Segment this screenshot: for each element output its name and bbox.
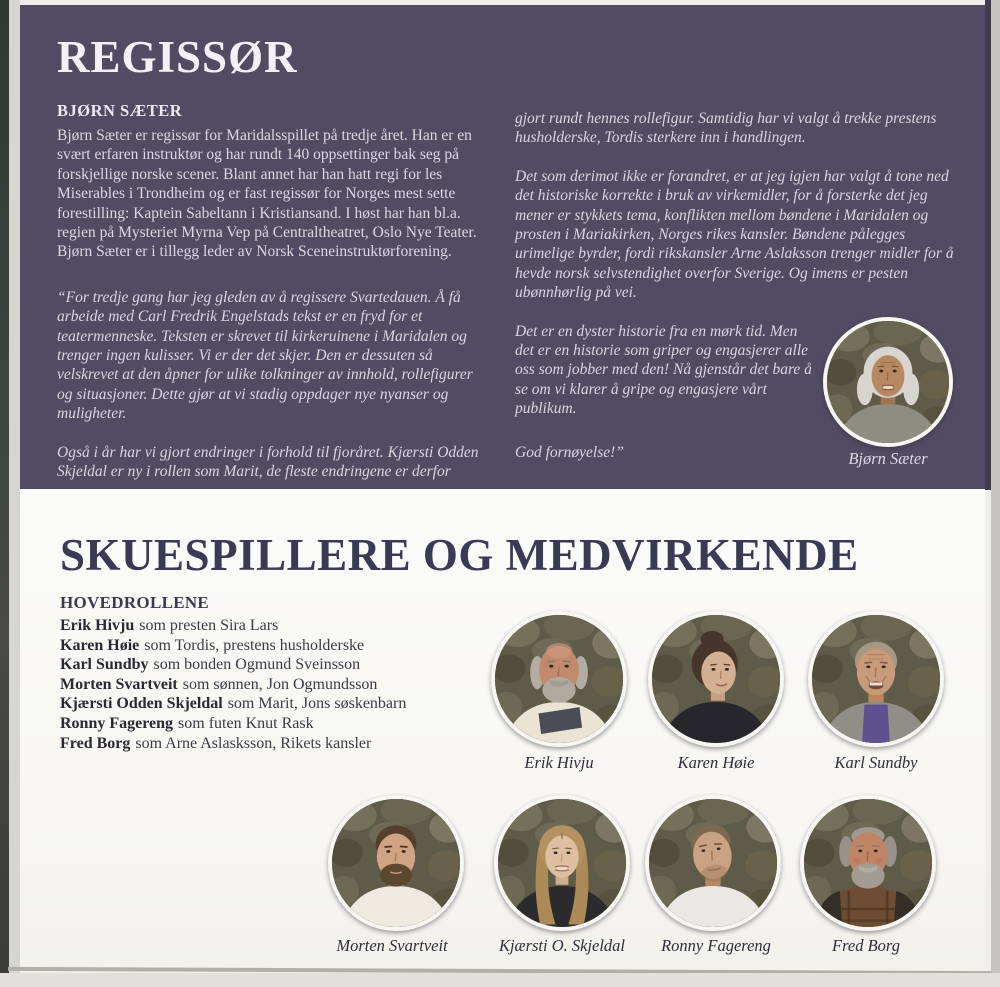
director-bio-paragraph: Bjørn Sæter er regissør for Maridalsspillet på tredje året. Han er en svært erfaren instruktør og har rundt 140 oppsettinger bak seg på forskjellige norske scener. Blant annet har han hatt regi for les Miserables i Trondheim og er fast regissør for Norges mest sette forestilling: Kaptein Sabeltann i Kristiansand. I høst har han bl.a. regien på Mysteriet Myrna Vep på Centraltheatret, Oslo Nye Teater. Bjørn Sæter er i tillegg leder av Norsk Sceneinstruktørforening. bbox=[57, 127, 477, 261]
photo-caption-karl-sundby: Karl Sundby bbox=[834, 753, 918, 772]
cast-row: Karen Høie som Tordis, prestens husholderske bbox=[60, 636, 365, 654]
photo-caption-morten-svartveit: Morten Svartveit bbox=[336, 936, 448, 955]
cast-row: Morten Svartveit som sønnen, Jon Ogmundsson bbox=[60, 675, 378, 693]
director-section bbox=[20, 5, 985, 489]
cast-row: Ronny Fagereng som futen Knut Rask bbox=[60, 714, 314, 732]
section-title-cast: SKUESPILLERE OG MEDVIRKENDE bbox=[60, 530, 859, 580]
portrait-photo-fred-borg bbox=[800, 795, 936, 931]
cast-row: Kjærsti Odden Skjeldal som Marit, Jons søskenbarn bbox=[60, 695, 407, 713]
portrait-photo-kjaersti-skjeldal bbox=[494, 795, 630, 931]
photo-caption-ronny-fagereng: Ronny Fagereng bbox=[661, 936, 771, 955]
photo-caption-erik-hivju: Erik Hivju bbox=[524, 753, 594, 772]
scan-edge-left-dark bbox=[0, 0, 9, 987]
portrait-photo-morten-svartveit bbox=[328, 795, 464, 931]
quote-paragraph-6: God fornøyelse!” bbox=[515, 443, 624, 461]
photo-caption-karen-hoie: Karen Høie bbox=[677, 753, 755, 772]
portrait-photo-erik-hivju bbox=[491, 611, 627, 747]
quote-paragraph-4: Det som derimot ikke er forandret, er at jeg igjen har valgt å tone ned det historiske korrekte i bruk av virkemidler, for å forsterke det jeg mener er stykkets tema, konflikten mellom bøndene i Maridalen og prosten i Mariakirken, Norges rikes kansler. Bøndene pålegges urimelige byrder, fordi rikskansler Arne Aslaksson trenger midler for å hevde norsk selvstendighet overfor Sverige. Og imens er pesten ubønnhørlig på vei. bbox=[515, 167, 954, 302]
portrait-photo-karl-sundby bbox=[808, 611, 944, 747]
scan-edge-right-light bbox=[991, 0, 1000, 987]
main-roles-heading: HOVEDROLLENE bbox=[60, 593, 210, 612]
cast-list bbox=[60, 616, 406, 753]
quote-paragraph-1: “For tredje gang har jeg gleden av å regissere Svartedauen. Å få arbeide med Carl Fredrik Engelstads tekst er en fryd for et teatermenneske. Teksten er skrevet til kirkeruinene i Maridalen og trenger ingen kulisser. Vi er der det skjer. Den er dessuten så velskrevet at den åpner for ulike tolkninger av innhold, rollefigurer og situasjoner. Dette gjør at vi stadig oppdager nye nyanser og muligheter. bbox=[57, 288, 473, 423]
quote-paragraph-5: Det er en dyster historie fra en mørk tid. Men det er en historie som griper og engasjerer alle oss som jobber med den! Nå gjenstår det bare å se om vi klarer å gripe og engasjere vårt publikum. bbox=[515, 322, 812, 418]
quote-paragraph-3: gjort rundt hennes rollefigur. Samtidig har vi valgt å trekke prestens husholderske, Tordis sterkere inn i handlingen. bbox=[515, 110, 937, 147]
director-left-column bbox=[57, 101, 490, 482]
portrait-photo-bjorn-saeter bbox=[823, 317, 953, 447]
scan-edge-bottom-area bbox=[0, 973, 1000, 987]
photo-caption-fred-borg: Fred Borg bbox=[832, 936, 900, 955]
scan-edge-left-light bbox=[9, 0, 20, 987]
director-name-heading: BJØRN SÆTER bbox=[57, 101, 183, 120]
cast-row: Fred Borg som Arne Aslasksson, Rikets kansler bbox=[60, 734, 372, 752]
section-title-regissor: REGISSØR bbox=[57, 32, 298, 82]
photo-caption-bjorn-saeter: Bjørn Sæter bbox=[848, 449, 928, 468]
cast-row: Karl Sundby som bonden Ogmund Sveinsson bbox=[60, 656, 361, 674]
portrait-photo-ronny-fagereng bbox=[645, 795, 781, 931]
quote-paragraph-2: Også i år har vi gjort endringer i forhold til fjoråret. Kjærsti Odden Skjeldal er ny i rollen som Marit, de fleste endringene er derfor bbox=[57, 443, 479, 481]
portrait-photo-karen-hoie bbox=[648, 611, 784, 747]
cast-row: Erik Hivju som presten Sira Lars bbox=[60, 617, 279, 634]
photo-caption-kjaersti-skjeldal: Kjærsti O. Skjeldal bbox=[498, 936, 626, 955]
